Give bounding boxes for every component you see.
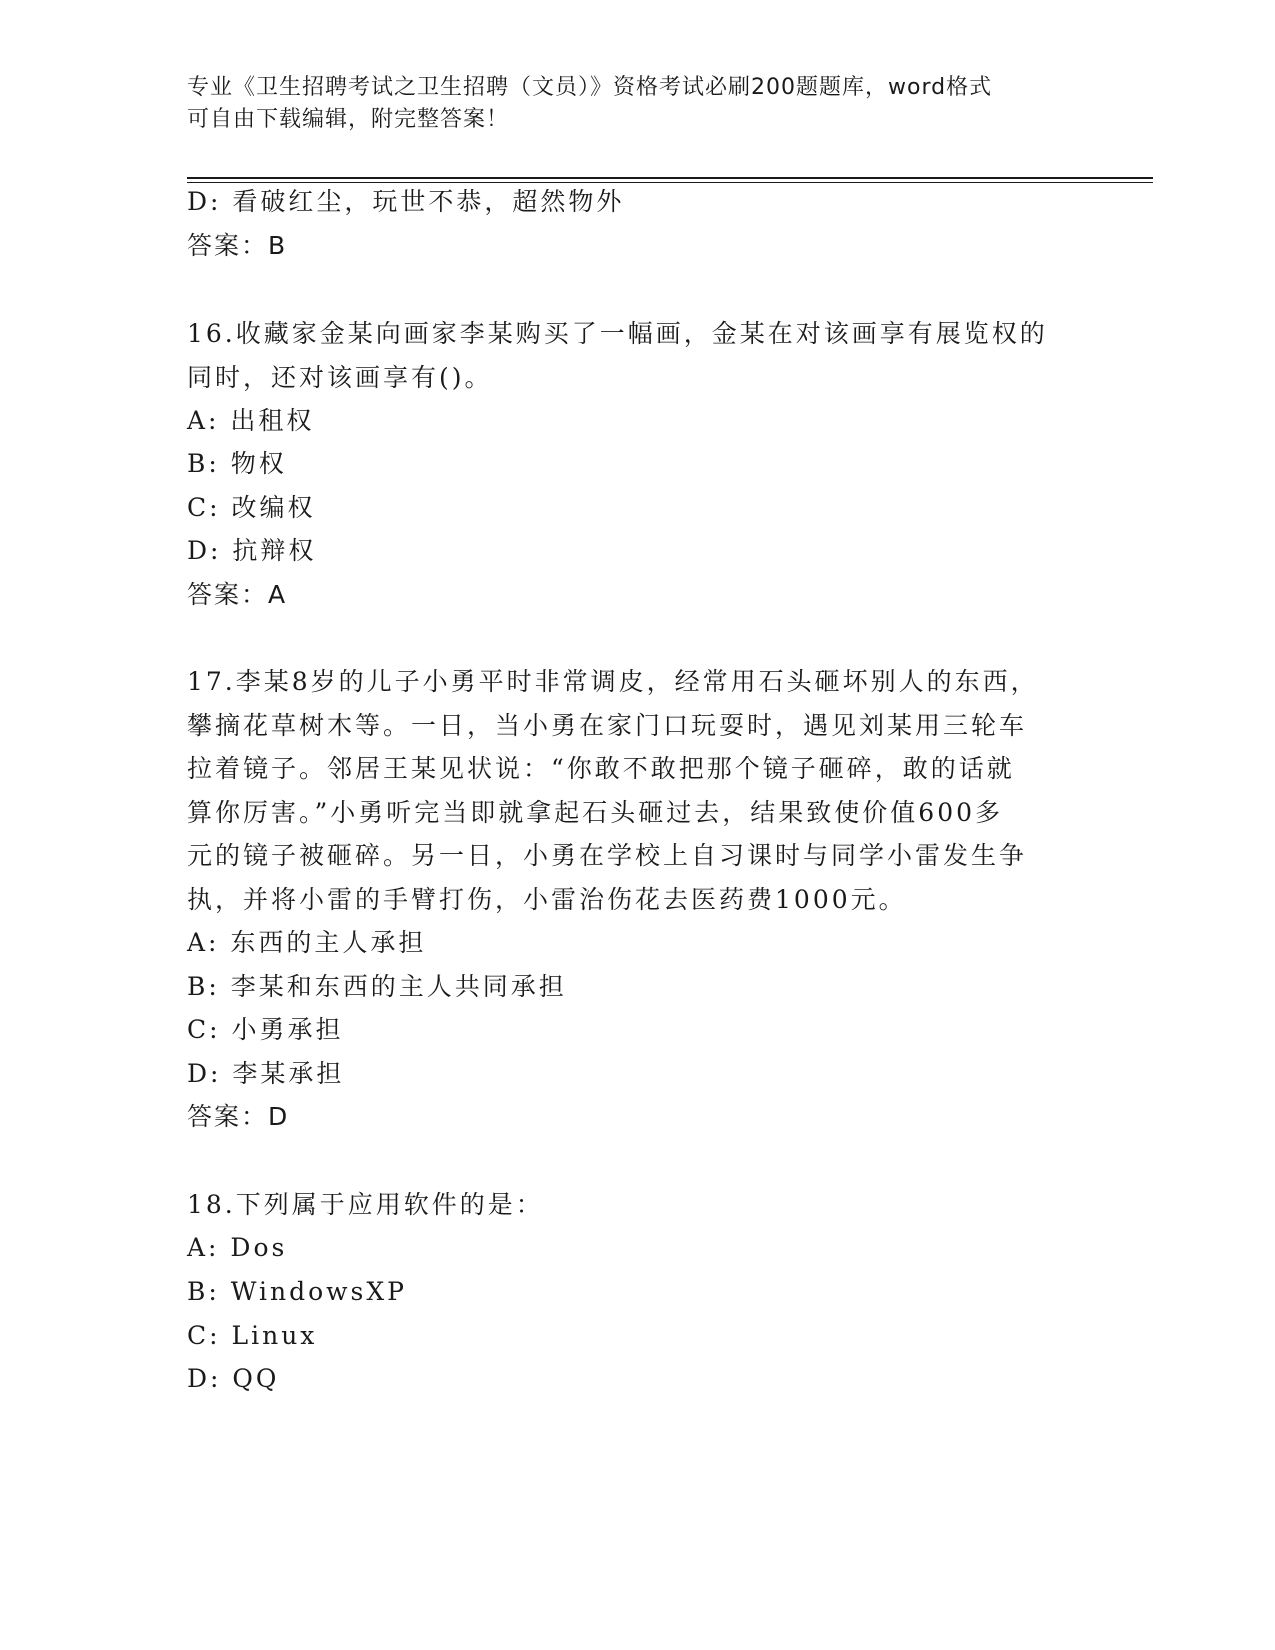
q18-option-c: C: Linux [187,1321,318,1350]
header-line-2: 可自由下载编辑，附完整答案！ [187,107,510,132]
q17-stem-line-3: 拉着镜子。邻居王某见状说：“你敢不敢把那个镜子砸碎，敢的话就 [187,754,1015,783]
q17-stem-line-1: 17.李某8岁的儿子小勇平时非常调皮，经常用石头砸坏别人的东西， [187,667,1039,696]
q17-stem-line-2: 攀摘花草树木等。一日，当小勇在家门口玩耍时，遇见刘某用三轮车 [187,711,1028,740]
q17-option-c: C: 小勇承担 [187,1015,344,1044]
q17-stem-line-4: 算你厉害。”小勇听完当即就拿起石头砸过去，结果致使价值600多 [187,798,1004,827]
header-line-1: 专业《卫生招聘考试之卫生招聘（文员）》资格考试必刷200题题库，word格式 [187,75,993,100]
q16-stem-line-1: 16.收藏家金某向画家李某购买了一幅画，金某在对该画享有展览权的 [187,319,1048,348]
q18-option-a: A: Dos [187,1233,288,1262]
q18-option-b: B: WindowsXP [187,1277,407,1306]
q17-option-d: D: 李某承担 [187,1059,345,1088]
q16-stem-line-2: 同时，还对该画享有()。 [187,363,493,392]
q17-stem-line-5: 元的镜子被砸碎。另一日，小勇在学校上自习课时与同学小雷发生争 [187,841,1028,870]
document-header [187,72,1067,136]
q16-option-c: C: 改编权 [187,493,316,522]
q17-option-a: A: 东西的主人承担 [187,928,427,957]
q17-stem-line-6: 执，并将小雷的手臂打伤，小雷治伤花去医药费1000元。 [187,885,907,914]
q16-option-d: D: 抗辩权 [187,536,317,565]
q16-option-a: A: 出租权 [187,406,315,435]
q17-option-b: B: 李某和东西的主人共同承担 [187,972,567,1001]
q16-answer: 答案：A [187,580,288,609]
q16-option-b: B: 物权 [187,449,287,478]
prev-option-d: D: 看破红尘，玩世不恭，超然物外 [187,187,625,216]
q18-option-d: D: QQ [187,1364,280,1393]
q17-answer: 答案：D [187,1102,290,1131]
prev-answer: 答案：B [187,231,288,260]
header-divider-thin [187,182,1153,183]
q18-stem-line-1: 18.下列属于应用软件的是： [187,1190,544,1219]
header-divider-thick [187,177,1153,179]
